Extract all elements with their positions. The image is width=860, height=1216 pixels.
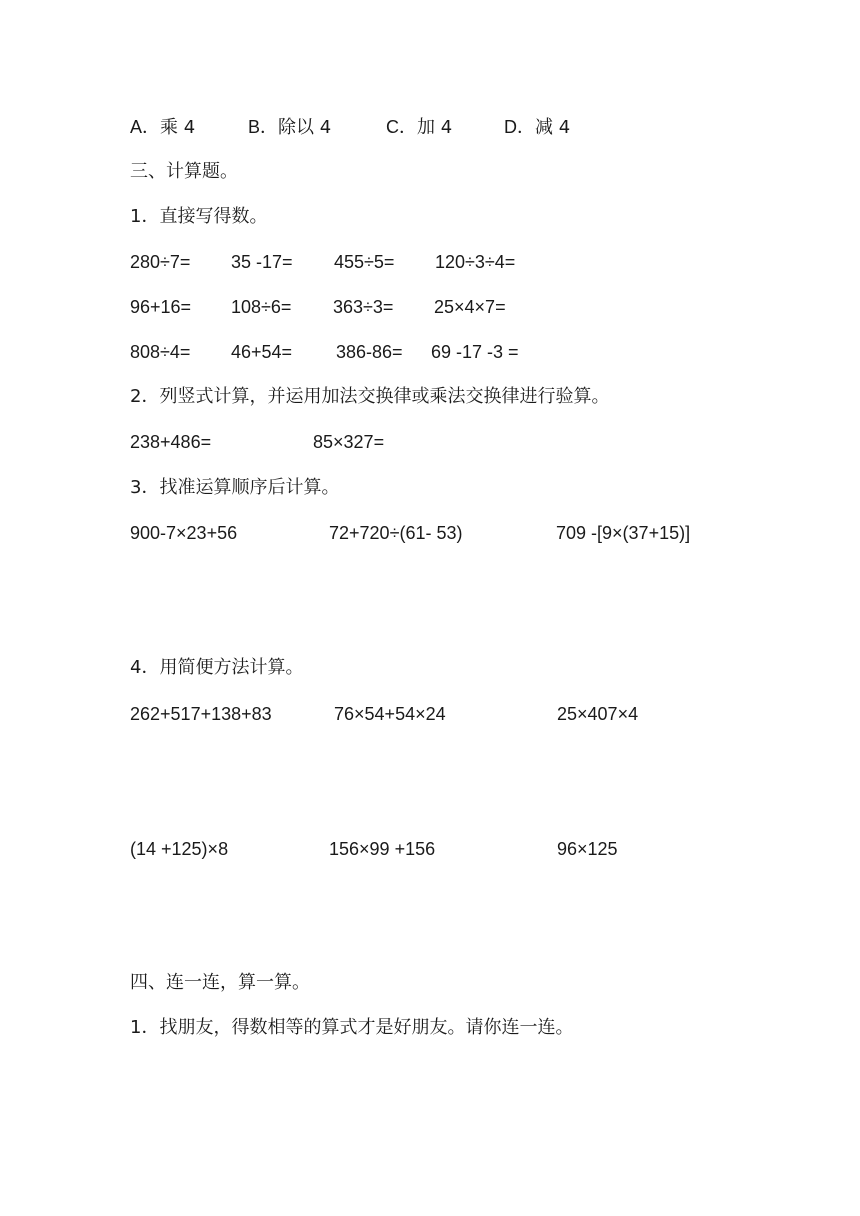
choice-text: 乘 4 bbox=[160, 117, 196, 138]
choice-letter: D． bbox=[504, 117, 535, 137]
q4-expression: 156×99 +156 bbox=[329, 839, 436, 859]
choice-b bbox=[248, 115, 331, 140]
q2-title: 2．列竖式计算，并运用加法交换律或乘法交换律进行验算。 bbox=[130, 386, 610, 407]
q1-expression: 108÷6= bbox=[231, 297, 292, 317]
choice-letter: C． bbox=[386, 117, 417, 137]
q1-expression: 386-86= bbox=[336, 342, 403, 362]
q1-expression: 25×4×7= bbox=[434, 297, 506, 317]
q1-expression: 363÷3= bbox=[333, 297, 394, 317]
choice-text: 减 4 bbox=[535, 117, 571, 138]
choice-letter: B． bbox=[248, 117, 279, 137]
q3-expression: 72+720÷(61- 53) bbox=[329, 523, 463, 543]
q3-expression: 709 -[9×(37+15)] bbox=[556, 523, 691, 543]
q3-expression: 900-7×23+56 bbox=[130, 523, 238, 543]
q1-expression: 808÷4= bbox=[130, 342, 191, 362]
choice-text: 加 4 bbox=[417, 117, 453, 138]
q4-expression: 262+517+138+83 bbox=[130, 704, 272, 724]
q4-title: 4．用简便方法计算。 bbox=[130, 657, 304, 678]
q1-expression: 35 -17= bbox=[231, 252, 293, 272]
choice-text: 除以 4 bbox=[278, 117, 332, 138]
q4-expression: 76×54+54×24 bbox=[334, 704, 446, 724]
choice-a bbox=[130, 115, 195, 140]
q1-expression: 280÷7= bbox=[130, 252, 191, 272]
section-4-heading: 四、连一连，算一算。 bbox=[130, 972, 310, 993]
q1-expression: 455÷5= bbox=[334, 252, 395, 272]
q4-expression: (14 +125)×8 bbox=[130, 839, 229, 859]
q2-expression: 85×327= bbox=[313, 432, 385, 452]
q1-expression: 46+54= bbox=[231, 342, 293, 362]
q1-expression: 120÷3÷4= bbox=[435, 252, 516, 272]
choice-letter: A． bbox=[130, 117, 161, 137]
section-3-heading: 三、计算题。 bbox=[130, 161, 238, 182]
q2-expression: 238+486= bbox=[130, 432, 212, 452]
q1-title: 1．直接写得数。 bbox=[130, 206, 268, 227]
q4-expression: 25×407×4 bbox=[557, 704, 639, 724]
choice-d bbox=[504, 115, 570, 140]
q1-expression: 96+16= bbox=[130, 297, 192, 317]
section-4-q1-title: 1．找朋友，得数相等的算式才是好朋友。请你连一连。 bbox=[130, 1017, 574, 1038]
q4-expression: 96×125 bbox=[557, 839, 618, 859]
choice-c bbox=[386, 115, 452, 140]
q1-expression: 69 -17 -3 = bbox=[431, 342, 519, 362]
q3-title: 3．找准运算顺序后计算。 bbox=[130, 477, 340, 498]
